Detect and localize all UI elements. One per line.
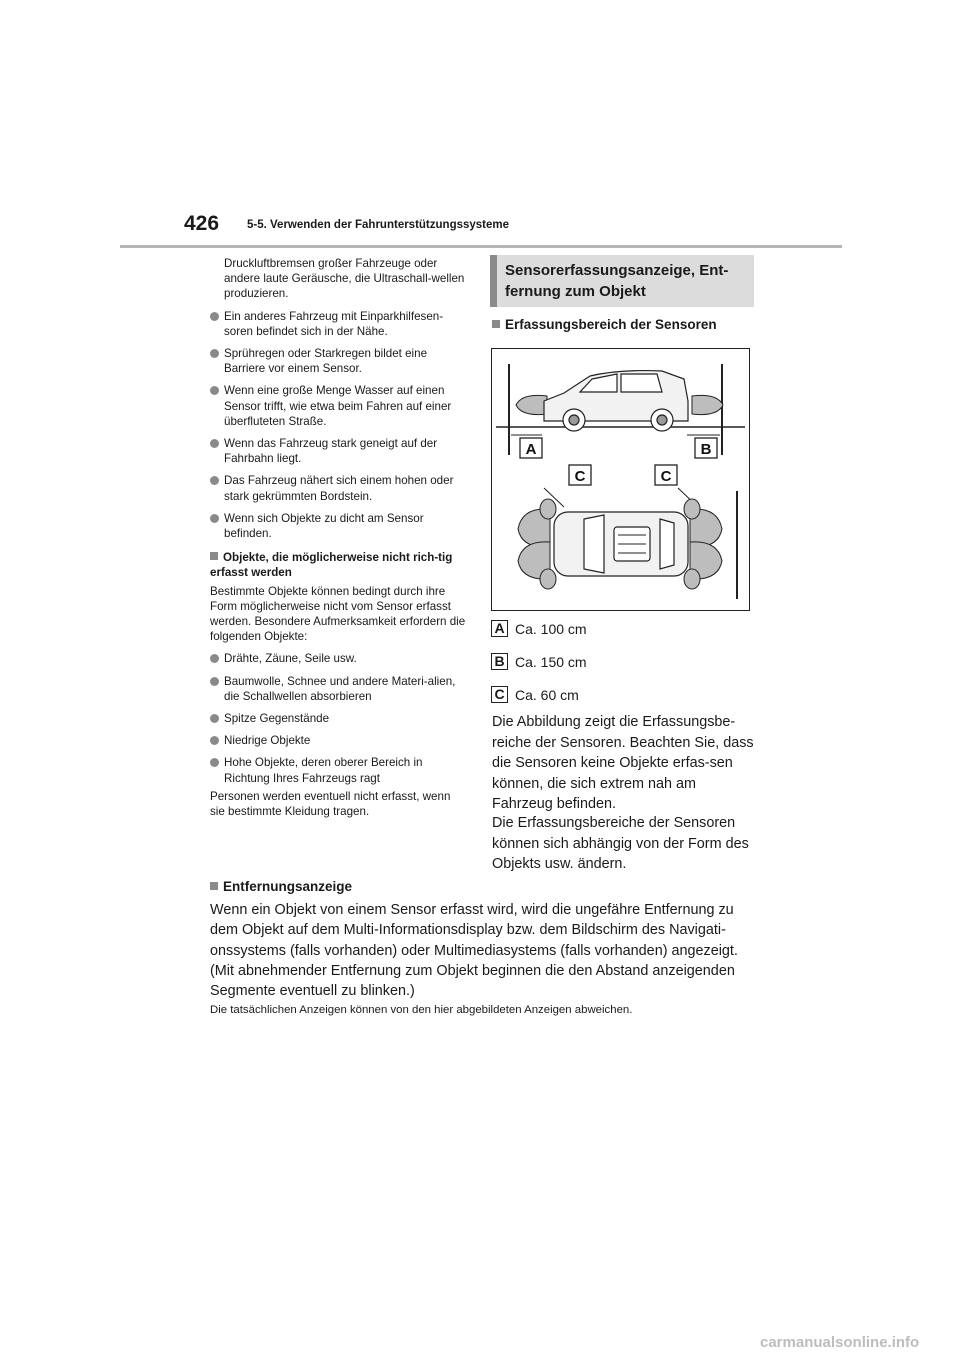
header-rule <box>120 245 842 248</box>
bullet-icon <box>210 349 219 358</box>
legend-item-b <box>491 653 587 670</box>
bullet-icon <box>210 476 219 485</box>
bullet-icon <box>210 677 219 686</box>
footnote: Die tatsächlichen Anzeigen können von den hier abgebildeten Anzeigen abweichen. <box>210 1004 633 1016</box>
list-item: Wenn das Fahrzeug stark geneigt auf der Fahrbahn liegt. <box>210 436 468 466</box>
sensor-diagram-svg <box>492 349 749 610</box>
watermark: carmanualsonline.info <box>760 1334 920 1351</box>
bullet-icon <box>210 758 219 767</box>
bullet-icon <box>210 714 219 723</box>
square-bullet-icon <box>210 552 218 560</box>
bullet-icon <box>210 736 219 745</box>
bullet-icon <box>210 439 219 448</box>
list-item: Spitze Gegenstände <box>210 711 468 726</box>
list-item: Ein anderes Fahrzeug mit Einparkhilfesen-soren befindet sich in der Nähe. <box>210 309 468 339</box>
bullet-icon <box>210 312 219 321</box>
legend-key-a: A <box>491 620 508 637</box>
label-a: A <box>525 441 537 458</box>
section-heading: Sensorerfassungsanzeige, Ent-fernung zum Objekt <box>505 262 729 300</box>
subheading-objects: Objekte, die möglicherweise nicht rich-tig erfasst werden <box>210 551 453 580</box>
legend-text-a: Ca. 100 cm <box>515 620 587 637</box>
page-number: 426 <box>184 212 220 235</box>
square-bullet-icon <box>210 882 218 890</box>
list-item: Das Fahrzeug nähert sich einem hohen oder stark gekrümmten Bordstein. <box>210 473 468 503</box>
car-side-view <box>544 371 688 431</box>
list-item: Hohe Objekte, deren oberer Bereich in Richtung Ihres Fahrzeugs ragt <box>210 755 468 785</box>
closing-text: Personen werden eventuell nicht erfasst, wenn sie bestimmte Kleidung tragen. <box>210 789 451 819</box>
list-item: Drähte, Zäune, Seile usw. <box>210 651 468 666</box>
section-title: 5-5. Verwenden der Fahrunterstützungssysteme <box>247 219 510 231</box>
bullet-icon <box>210 386 219 395</box>
legend-text-b: Ca. 150 cm <box>515 653 587 670</box>
rear-detection-lobe <box>692 395 723 414</box>
bullet-icon <box>210 514 219 523</box>
subheading-distance-display: Entfernungsanzeige <box>210 879 352 894</box>
front-detection-lobe <box>516 395 547 414</box>
section-heading-box <box>490 255 754 307</box>
sensor-range-diagram <box>491 348 750 611</box>
rear-lobes-top <box>684 499 722 589</box>
legend-item-a <box>491 620 587 637</box>
distance-paragraph: Wenn ein Objekt von einem Sensor erfasst wird, wird die ungefähre Entfernung zu dem Objekt auf dem Multi-Informationsdisplay bzw. dem Bildschirm des Navigati-onssystems (falls vorhanden) oder Multimediasystems (falls vorhanden) angezeigt. (Mit abnehmender Entfernung zum Objekt beginnen die den Abstand anzeigenden Segmente eventuell zu blinken.) <box>210 902 738 1000</box>
front-lobes-top <box>518 499 556 589</box>
list-item: Wenn sich Objekte zu dicht am Sensor befinden. <box>210 511 468 541</box>
heading-bar <box>490 255 497 307</box>
label-c-left: C <box>574 468 586 485</box>
car-top-view <box>554 512 688 576</box>
subheading-detection-range: Erfassungsbereich der Sensoren <box>492 317 717 332</box>
objects-paragraph: Bestimmte Objekte können bedingt durch ihre Form möglicherweise nicht vom Sensor erfasst werden. Besondere Aufmerksamkeit erfordern die folgenden Objekte: <box>210 584 466 644</box>
bullet-icon <box>210 654 219 663</box>
legend-item-c <box>491 686 579 703</box>
label-b: B <box>700 441 712 458</box>
legend-text-c: Ca. 60 cm <box>515 686 579 703</box>
legend-key-b: B <box>491 653 508 670</box>
intro-text: Druckluftbremsen großer Fahrzeuge oder andere laute Geräusche, die Ultraschall-wellen produzieren. <box>224 257 465 301</box>
list-item: Wenn eine große Menge Wasser auf einen Sensor trifft, wie etwa beim Fahren auf einer überfluteten Straße. <box>210 383 468 429</box>
diagram-description: Die Abbildung zeigt die Erfassungsbe-reiche der Sensoren. Beachten Sie, dass die Sensoren keine Objekte erfas-sen können, die sich extrem nah am Fahrzeug befinden. <box>492 714 754 813</box>
list-item: Niedrige Objekte <box>210 733 468 748</box>
range-note: Die Erfassungsbereiche der Sensoren können sich abhängig von der Form des Objekts usw. ändern. <box>492 815 749 873</box>
list-item: Sprühregen oder Starkregen bildet eine Barriere vor einem Sensor. <box>210 346 468 376</box>
left-column <box>210 256 468 819</box>
label-c-right: C <box>660 468 672 485</box>
square-bullet-icon <box>492 320 500 328</box>
list-item: Baumwolle, Schnee und andere Materi-alien, die Schallwellen absorbieren <box>210 674 468 704</box>
legend-key-c: C <box>491 686 508 703</box>
